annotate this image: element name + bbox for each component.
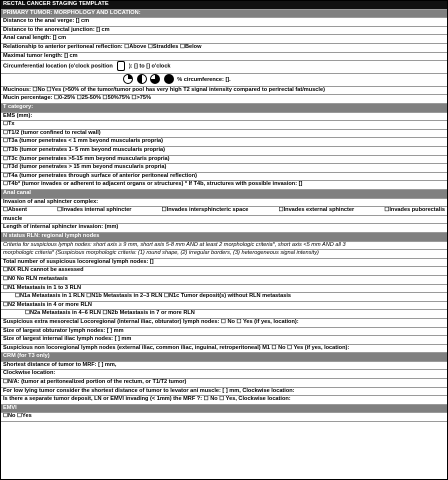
shortest-distance-mrf[interactable]: Shortest distance of tumor to MRF: [ ] mm,	[1, 362, 447, 371]
circumference-icons	[123, 74, 176, 85]
option-internal-sphincter[interactable]: ☐Invades internal sphincter	[57, 207, 132, 214]
internal-sphincter-invasion-length[interactable]: Length of internal sphincter invasion: (mm)	[1, 224, 447, 233]
t-category-header: T category:	[1, 104, 447, 113]
t-option-t3a[interactable]: ☐T3a (tumor penetrates < 1 mm beyond muscularis propria)	[1, 138, 447, 147]
crm-header: CRM (for T3 only)	[1, 353, 447, 362]
clock-icon	[117, 61, 125, 71]
t-option-t4a[interactable]: ☐T4a (tumor penetrates through surface of anterior peritoneal reflection)	[1, 173, 447, 182]
full-circle-icon	[164, 74, 174, 84]
t-option-t3c[interactable]: ☐T3c (tumor penetrates >5-15 mm beyond muscularis propria)	[1, 156, 447, 165]
puborectalis-muscle-label: muscle	[1, 216, 447, 225]
separate-deposit-mrf[interactable]: Is there a separate tumor deposit, LN or EMVI invading (< 1mm) the MRF ?: ☐ No ☐ Yes, Clockwise location:	[1, 396, 447, 405]
n-option-n0[interactable]: ☐N0 No RLN metastasis	[1, 276, 447, 285]
crm-clockwise-location[interactable]: Clockwise location:	[1, 370, 447, 379]
largest-iliac-node-size[interactable]: Size of largest internal iliac lymph nodes: [ ] mm	[1, 336, 447, 345]
template-title: RECTAL CANCER STAGING TEMPLATE	[1, 1, 447, 10]
option-absent[interactable]: ☐Absent	[3, 207, 27, 214]
anal-verge-distance[interactable]: Distance to the anal verge: [] cm	[1, 18, 447, 27]
option-intersphincteric-space[interactable]: ☐Invades intersphincteric space	[161, 207, 249, 214]
n1-suboptions[interactable]: ☐N1a Metastasis in 1 RLN ☐N1b Metastasis in 2–3 RLN ☐N1c Tumor deposit(s) without RLN metastasis	[1, 293, 447, 302]
percent-circumference-label: % circumference: [].	[177, 76, 231, 83]
circ-location-label: Circumferential location (o'clock position	[3, 63, 113, 70]
n-status-header: N status RLN: regional lymph nodes	[1, 233, 447, 242]
mucin-percentage[interactable]: Mucin percentage: ☐0-25% ☐25-50% ☐50%75% ☐>75%	[1, 95, 447, 104]
option-puborectalis[interactable]: ☐Invades puborectalis	[384, 207, 445, 214]
t-option-t3b[interactable]: ☐T3b (tumor penetrates 1- 5 mm beyond muscularis propria)	[1, 147, 447, 156]
percent-circumference[interactable]	[1, 74, 447, 87]
levator-ani-distance[interactable]: For low lying tumor consider the shortest distance of tumor to levator ani muscle: [ ] mm, Clockwise location:	[1, 388, 447, 397]
largest-obturator-node-size[interactable]: Size of largest obturator lymph nodes: [ ] mm	[1, 328, 447, 337]
half-circle-icon	[137, 74, 147, 84]
t-option-t3d[interactable]: ☐T3d (tumor penetrates > 15 mm beyond muscularis propria)	[1, 164, 447, 173]
n-option-n1[interactable]: ☐N1 Metastasis in 1 to 3 RLN	[1, 285, 447, 294]
anal-canal-length[interactable]: Anal canal length: [] cm	[1, 35, 447, 44]
total-suspicious-nodes[interactable]: Total number of suspicious locoregional lymph nodes: []	[1, 259, 447, 268]
ems-field[interactable]: EMS (mm):	[1, 113, 447, 122]
t-option-tx[interactable]: ☐Tx	[1, 121, 447, 130]
mucinous-field[interactable]: Mucinous: ☐No ☐Yes (>50% of the tumor/tumor pool has very high T2 signal intensity compared to perirectal fat/muscle)	[1, 87, 447, 96]
emvi-header: EMVI	[1, 405, 447, 414]
node-criteria-line-2: morphologic criteria* (Suspicious morphologic criteria: (1) round shape, (2) irregular borders, (3) heterogeneous signal intensity)	[1, 250, 447, 259]
maximal-tumor-length[interactable]: Maximal tumor length: [] cm	[1, 53, 447, 62]
emvi-options[interactable]: ☐No ☐Yes	[1, 413, 447, 422]
n-option-n2[interactable]: ☐N2 Metastasis in 4 or more RLN	[1, 302, 447, 311]
anorectal-junction-distance[interactable]: Distance to the anorectal junction: [] cm	[1, 27, 447, 36]
n-option-nx[interactable]: ☐NX RLN cannot be assessed	[1, 267, 447, 276]
t-option-t12[interactable]: ☐T1/2 (tumor confined to rectal wall)	[1, 130, 447, 139]
sphincter-invasion-options	[1, 207, 447, 216]
n2-suboptions[interactable]: ☐N2a Metastasis in 4–6 RLN ☐N2b Metastasis in 7 or more RLN	[1, 310, 447, 319]
circumferential-location[interactable]	[1, 61, 447, 73]
option-external-sphincter[interactable]: ☐Invades external sphincter	[278, 207, 355, 214]
three-quarter-circle-icon	[150, 74, 160, 84]
crm-not-applicable[interactable]: ☐N/A: (tumor at peritonealized portion of the rectum, or T1/T2 tumor)	[1, 379, 447, 388]
primary-tumor-header: PRIMARY TUMOR: MORPHOLOGY AND LOCATION:	[1, 10, 447, 19]
t-option-t4b[interactable]: ☐T4b* (tumor invades or adherent to adjacent organs or structures) * If T4b, structures with possible invasion: []	[1, 181, 447, 190]
quarter-circle-icon	[123, 74, 133, 84]
anal-canal-header: Anal canal	[1, 190, 447, 199]
peritoneal-reflection-relationship[interactable]: Relationship to anterior peritoneal reflection: ☐Above ☐Straddles ☐Below	[1, 44, 447, 53]
node-criteria-line-1: Criteria for suspicious lymph nodes: short axis ≥ 9 mm, short axis 5-8 mm AND at least 2 morphologic criteria*, short axis <5 mm AND all 3	[1, 242, 447, 251]
circ-location-range: ): [] to [] o'clock	[128, 63, 171, 70]
extra-mesorectal-nodes[interactable]: Suspicious extra mesorectal Locoregional (internal iliac, obturator) lymph nodes: ☐ No ☐ Yes (if yes, location):	[1, 319, 447, 328]
non-locoregional-nodes[interactable]: Suspicious non locoregional lymph nodes (external iliac, common iliac, inguinal, retroperitoneal) M1 ☐ No ☐ Yes (if yes, location):	[1, 345, 447, 354]
sphincter-invasion-label: Invasion of anal sphincter complex:	[1, 199, 447, 208]
